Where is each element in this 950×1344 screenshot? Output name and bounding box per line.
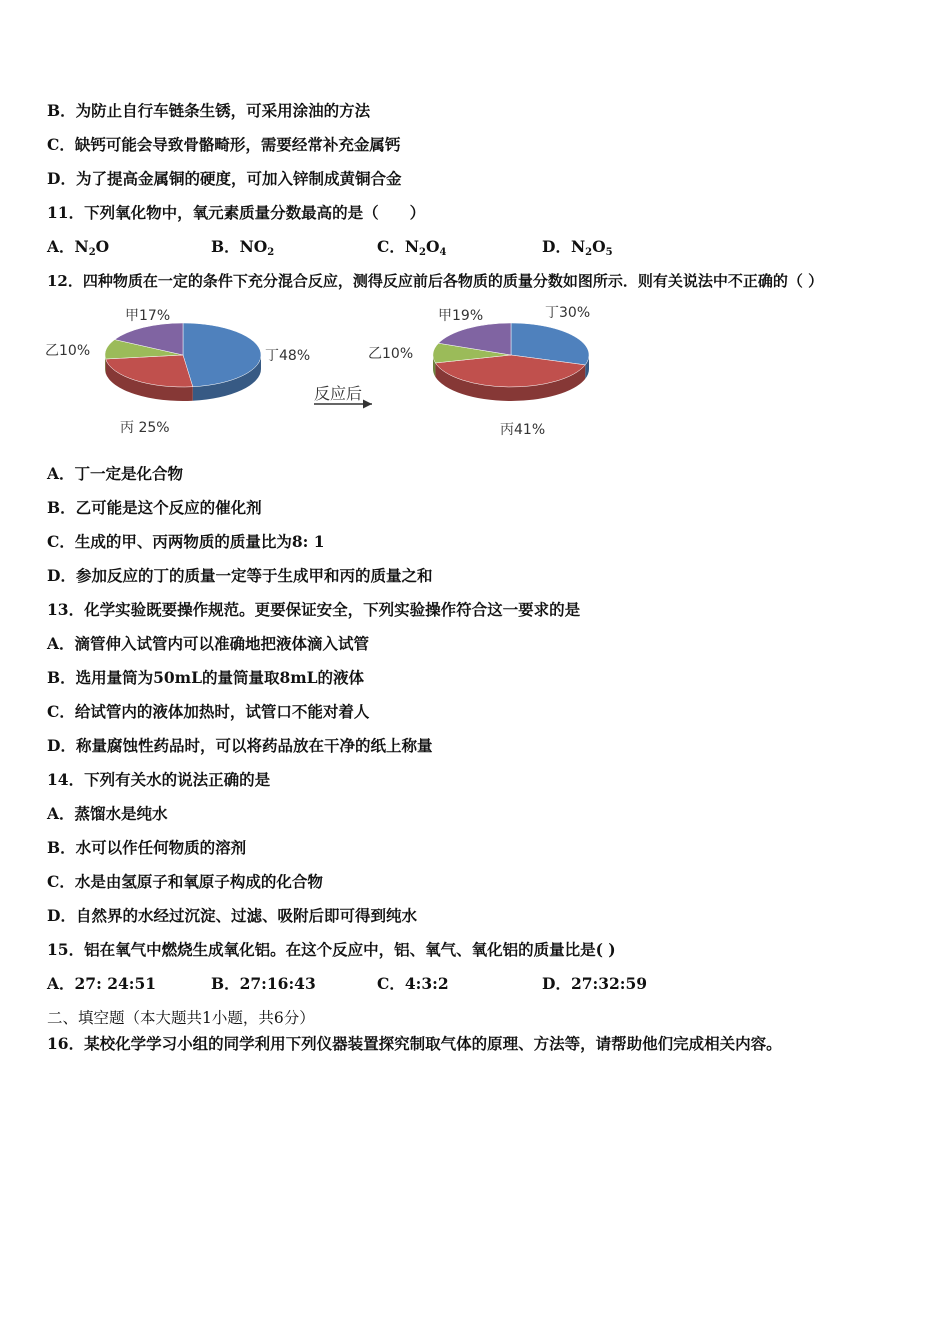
option-13b: B．选用量筒为50mL的量筒量取8mL的液体 (47, 668, 365, 687)
pie-label-甲: 甲17% (125, 308, 171, 324)
option-13c: C．给试管内的液体加热时，试管口不能对着人 (47, 702, 370, 721)
option-12b: B．乙可能是这个反应的催化剂 (47, 498, 262, 517)
pie-chart-after (368, 305, 590, 438)
option-14b: B．水可以作任何物质的溶剂 (47, 838, 247, 857)
option-12a: A．丁一定是化合物 (47, 464, 184, 483)
option-10c: C．缺钙可能会导致骨骼畸形，需要经常补充金属钙 (47, 135, 401, 154)
option-10d: D．为了提高金属铜的硬度，可加入锌制成黄铜合金 (47, 169, 402, 188)
pie-charts-figure (0, 300, 950, 450)
option-15c: C．4:3:2 (377, 974, 449, 993)
pie-label-丁: 丁48% (265, 348, 311, 364)
option-11b: B．$NO_2$ (211, 237, 275, 258)
question-11: 11．下列氧化物中，氧元素质量分数最高的是（ ） (47, 203, 426, 222)
option-14d: D．自然界的水经过沉淀、过滤、吸附后即可得到纯水 (47, 906, 417, 925)
option-12c: C．生成的甲、丙两物质的质量比为8: 1 (47, 532, 325, 551)
question-12: 12．四种物质在一定的条件下充分混合反应，测得反应前后各物质的质量分数如图所示．则有关说法中不正确的（ ） (47, 272, 824, 290)
option-13d: D．称量腐蚀性药品时，可以将药品放在干净的纸上称量 (47, 736, 433, 755)
pie-label-丙: 丙 25% (120, 420, 170, 436)
option-14c: C．水是由氢原子和氧原子构成的化合物 (47, 872, 323, 891)
option-11c: C．$N_2O_4$ (377, 237, 447, 258)
option-11a: A．$N_2O$ (47, 237, 110, 258)
pie-label-丁: 丁30% (545, 305, 591, 321)
option-15a: A．27: 24:51 (47, 974, 157, 993)
question-16: 16．某校化学学习小组的同学利用下列仪器装置探究制取气体的原理、方法等，请帮助他们完成相关内容。 (47, 1034, 782, 1053)
question-14: 14．下列有关水的说法正确的是 (47, 770, 271, 789)
pie-label-丙: 丙41% (500, 422, 546, 438)
option-15d: D．27:32:59 (542, 974, 648, 993)
question-15: 15．铝在氧气中燃烧生成氧化铝。在这个反应中，铝、氧气、氧化铝的质量比是( ) (47, 940, 616, 959)
pie-label-甲: 甲19% (438, 308, 484, 324)
pie-label-乙: 乙10% (45, 343, 91, 359)
pie-label-乙: 乙10% (368, 346, 414, 362)
option-13a: A．滴管伸入试管内可以准确地把液体滴入试管 (47, 634, 370, 653)
option-15b: B．27:16:43 (211, 974, 316, 993)
option-11d: D．$N_2O_5$ (542, 237, 613, 258)
section-2-heading: 二、填空题（本大题共1小题，共6分） (47, 1009, 315, 1027)
pie-chart-before (45, 308, 310, 436)
option-12d: D．参加反应的丁的质量一定等于生成甲和丙的质量之和 (47, 566, 433, 585)
arrow-label: 反应后 (314, 384, 363, 403)
option-14a: A．蒸馏水是纯水 (47, 804, 168, 823)
option-10b: B．为防止自行车链条生锈，可采用涂油的方法 (47, 101, 371, 120)
question-13: 13．化学实验既要操作规范。更要保证安全，下列实验操作符合这一要求的是 (47, 600, 581, 619)
